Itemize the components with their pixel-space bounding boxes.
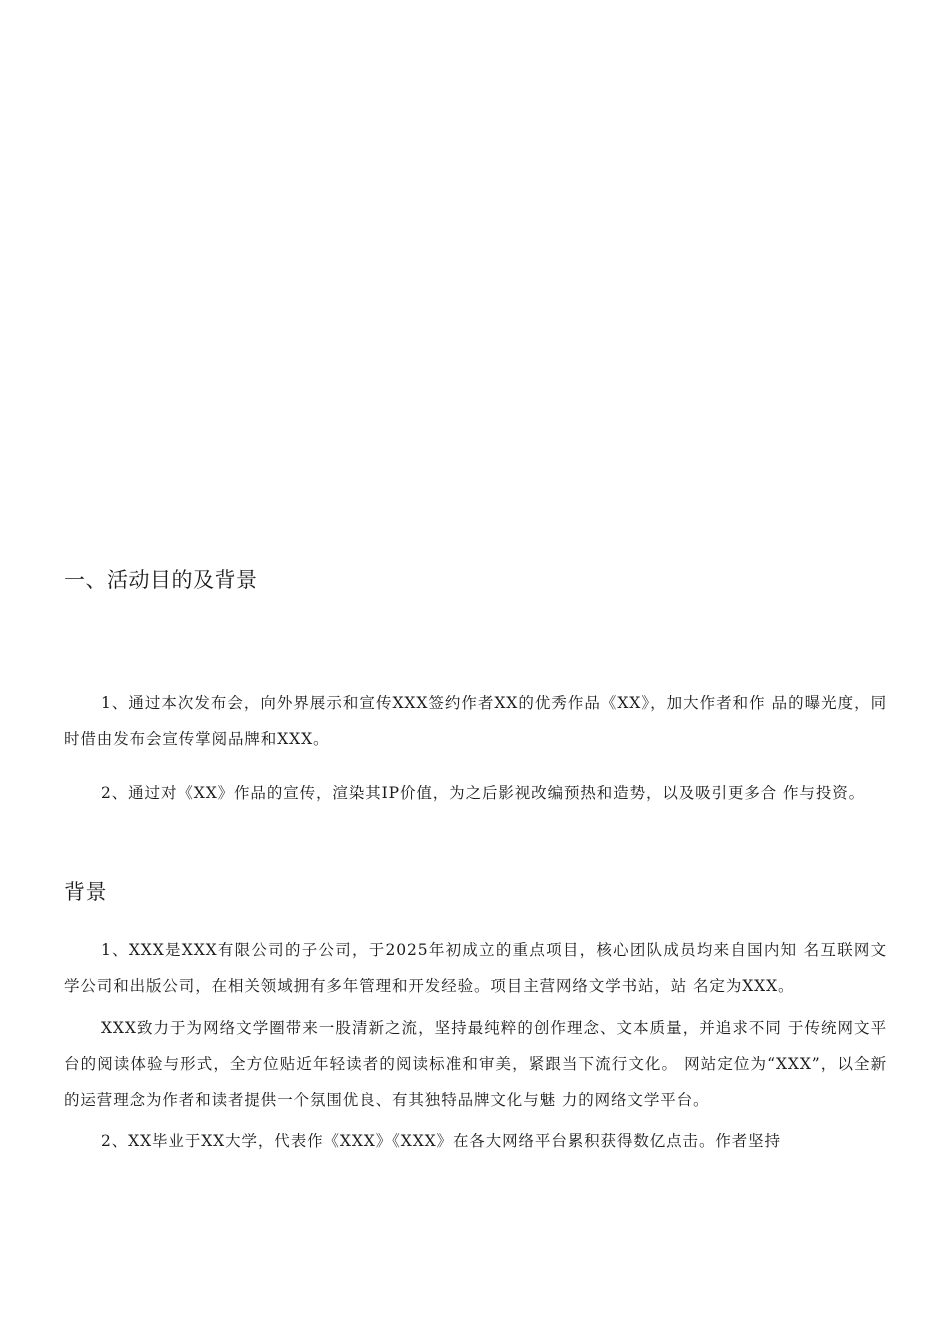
background-paragraph-3: 2、XX毕业于XX大学，代表作《XXX》《XXX》在各大网络平台累积获得数亿点击。作者坚持 <box>101 1132 781 1150</box>
background-paragraph-1: 1、XXX是XXX有限公司的子公司，于2025年初成立的重点项目，核心团队成员均来自国内知 名互联网文学公司和出版公司，在相关领域拥有多年管理和开发经验。项目主营网络文学书站，站 名定为XXX。 <box>64 941 887 995</box>
background-paragraph-2: XXX致力于为网络文学圈带来一股清新之流，坚持最纯粹的创作理念、文本质量，并追求不同 于传统网文平台的阅读体验与形式，全方位贴近年轻读者的阅读标准和审美，紧跟当下流行文化。 网站定位为“XXX”，以全新的运营理念为作者和读者提供一个氛围优良、有其独特品牌文化与魅 力的网络文学平台。 <box>64 1019 887 1109</box>
section-heading-background: 背景 <box>64 880 107 904</box>
purpose-paragraph-1: 1、通过本次发布会，向外界展示和宣传XXX签约作者XX的优秀作品《XX》，加大作者和作 品的曝光度，同时借由发布会宣传掌阅品牌和XXX。 <box>64 694 887 748</box>
section-heading-purpose: 一、活动目的及背景 <box>64 568 258 592</box>
purpose-paragraph-2: 2、通过对《XX》作品的宣传，渲染其IP价值，为之后影视改编预热和造势，以及吸引更多合 作与投资。 <box>101 784 866 802</box>
